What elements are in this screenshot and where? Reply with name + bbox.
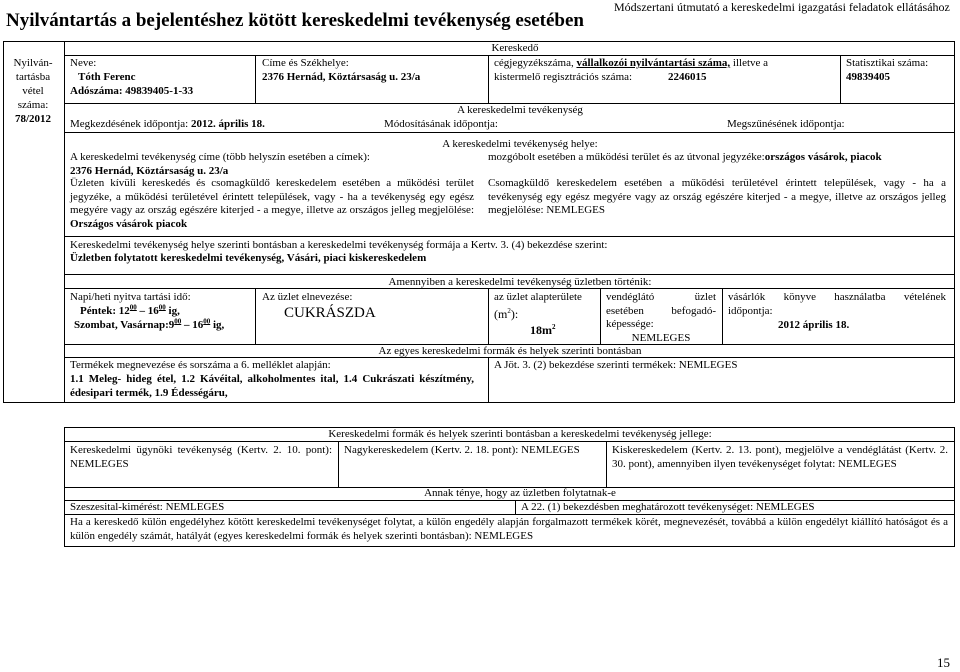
page-subtitle: Módszertani útmutató a kereskedelmi igazgatási feladatok ellátásához [614,0,950,14]
section-location: A kereskedelmi tevékenység helye: [442,138,598,150]
shop-name: CUKRÁSZDA [284,305,376,321]
activity-start: Megkezdésének időpontja: 2012. április 18. [70,118,265,130]
section-facts: Annak ténye, hogy az üzletben folytatnak-e [424,487,616,499]
products-label: Termékek megnevezése és sorszáma a 6. melléklet alapján: [70,359,331,371]
page-number: 15 [937,655,950,670]
trader-registration-label: cégjegyzékszáma, vállalkozói nyilvántartási száma, illetve a [494,57,769,69]
section-activity: A kereskedelmi tevékenység [457,104,583,116]
opening-hours-label: Napi/heti nyitva tartási idő: [70,291,191,303]
catering-capacity: vendéglátó üzlet esetében befogadó-képessége: NEMLEGES [606,291,716,344]
section-specific-breakdown: Az egyes kereskedelmi formák és helyek szerinti bontásban [378,345,642,357]
opening-hours-weekend: Szombat, $Vasárnap:9^{00} - 16^{00}$ ig, [74,317,225,331]
trader-registration-label-2: kistermelő regisztrációs száma: [494,71,633,83]
shop-area-unit: $(m^2)$: [494,307,519,321]
shop-name-label: Az üzlet elnevezése: [262,291,353,303]
retail-activity: Kiskereskedelem (Kertv. 2. 13. pont), megjelölve a vendéglátást (Kertv. 2. 30. pont), amennyiben ilyen tevékenységet folytat: NEMLEGES [612,444,948,470]
trader-stat-number: 49839405 [846,71,890,83]
trader-tax-number: Adószáma: 49839405-1-33 [70,85,194,97]
trader-stat-label: Statisztikai száma: [846,57,929,69]
location-address-label: A kereskedelmi tevékenység címe (több helyszín esetében a címek): [70,151,370,163]
trade-form-value: Üzletben folytatott kereskedelmi tevékenység, Vásári, piaci kiskereskedelem [70,252,427,264]
complaint-book: vásárlók könyve használatba vételének időpontja: [728,291,946,317]
mail-order-area: Csomagküldő kereskedelem esetében a működési területével érintett települések, vagy - ha a tevékenység egy egész megyére vagy az ország egészére kiterjed - a megye, illetve az országos jelleg megjelölése: NEMLEGES [488,177,946,216]
registry-number: 78/2012 [14,113,52,125]
alcohol-serving: Szeszesital-kimérést: NEMLEGES [70,501,225,513]
products-list: 1.1 Meleg- hideg étel, 1.2 Kávéital, alkoholmentes ital, 1.4 Cukrászati készítmény, édesipari termék, 1.9 Édességáru, [70,373,474,399]
section-activity-nature: Kereskedelmi formák és helyek szerinti bontásban a kereskedelmi tevékenység jellege: [328,428,712,440]
registry-number-label: Nyilván- tartásba vétel száma: 78/2012 [4,56,62,126]
trade-form-label: Kereskedelmi tevékenység helye szerinti bontásban a kereskedelmi tevékenység formája a Kertv. 3. (4) bekezdése szerint: [70,239,608,251]
section-trader: Kereskedő [491,42,539,54]
activity-modification: Módosításának időpontja: [384,118,498,130]
agent-activity: Kereskedelmi ügynöki tevékenység (Kertv. 2. 10. pont): NEMLEGES [70,444,332,470]
activity-end: Megszűnésének időpontja: [727,118,845,130]
trader-name: Tóth Ferenc [78,71,136,83]
wholesale-activity: Nagykereskedelem (Kertv. 2. 18. pont): NEMLEGES [344,444,580,456]
special-permit: Ha a kereskedő külön engedélyhez kötött kereskedelmi tevékenységet folytat, a külön engedély alapján forgalmazott termékek körét, megnevezését, továbbá a külön engedélyt kiállító hatóságot és a külön engedély számát, hatályát (egyes kereskedelmi formák és helyek szerinti bontásban): NEMLEGES [70,516,948,542]
opening-hours-friday: Péntek: $12^{00} - 16^{00}$ ig, [80,303,180,317]
shop-area-value: $18m^2$ [530,323,556,337]
page-title: Nyilvántartás a bejelentéshez kötött kereskedelmi tevékenység esetében [6,10,584,31]
excise-products: A Jöt. 3. (2) bekezdése szerinti termékek: NEMLEGES [494,359,738,371]
section-22-activity: A 22. (1) bekezdésben meghatározott tevékenységet: NEMLEGES [521,501,815,513]
catering-capacity-value: NEMLEGES [631,331,691,344]
shop-area-label: az üzlet alapterülete [494,291,582,303]
trader-address-label: Címe és Székhelye: [262,57,349,69]
mobile-shop-area: mozgóbolt esetében a működési terület és az útvonal jegyzéke:országos vásárok, piacok [488,151,882,163]
trader-registration-number: 2246015 [668,71,707,83]
trader-name-label: Neve: [70,57,97,69]
section-shop: Amennyiben a kereskedelmi tevékenység üzletben történik: [388,276,652,288]
outside-trade-area: Üzleten kívüli kereskedés és csomagküldő kereskedelem esetében a működési terület jegyzéke, a működési területével érintett települések, vagy - ha a tevékenység egy egész megyére vagy az ország egészére kiterjed - a megye, illetve az országos jelleg megjelölése: Országos vásárok piacok [70,177,474,230]
trader-address: 2376 Hernád, Köztársaság u. 23/a [262,71,421,83]
complaint-book-date: 2012 április 18. [778,319,850,331]
location-address: 2376 Hernád, Köztársaság u. 23/a [70,165,229,177]
